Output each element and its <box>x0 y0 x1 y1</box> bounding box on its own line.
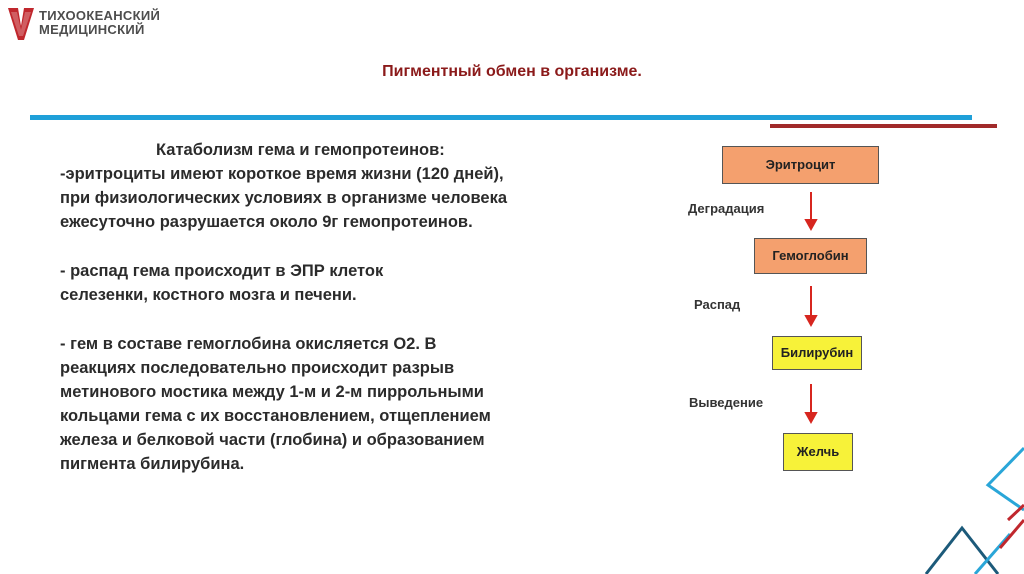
paragraph-1-line: ежесуточно разрушается около 9г гемопротеинов. <box>60 213 473 231</box>
paragraph-3-line: железа и белковой части (глобина) и образованием <box>60 431 485 449</box>
paragraph-2-line: - распад гема происходит в ЭПР клеток <box>60 262 384 280</box>
flow-box-label: Билирубин <box>780 345 854 360</box>
logo-line-1: ТИХООКЕАНСКИЙ <box>39 8 161 23</box>
step-label-breakdown: Распад <box>694 297 741 312</box>
paragraph-3-line: кольцами гема с их восстановлением, отщеплением <box>60 407 491 425</box>
flow-box-label: Гемоглобин <box>772 248 849 263</box>
content-heading: Катаболизм гема и гемопротеинов: <box>156 141 445 159</box>
flow-box-label: Желчь <box>796 444 840 459</box>
step-label-degradation: Деградация <box>688 201 765 216</box>
paragraph-3-line: - гем в составе гемоглобина окисляется О2. В <box>60 335 437 353</box>
paragraph-3-line: метинового мостика между 1-м и 2-м пиррольными <box>60 383 484 401</box>
paragraph-1-line: при физиологических условиях в организме человека <box>60 189 507 207</box>
paragraph-1-line: -эритроциты имеют короткое время жизни (120 дней), <box>60 165 504 183</box>
logo-line-2: МЕДИЦИНСКИЙ <box>39 22 145 37</box>
paragraph-2-line: селезенки, костного мозга и печени. <box>60 286 357 304</box>
flow-box-label: Эритроцит <box>765 157 836 172</box>
slide-title: Пигментный обмен в организме. <box>382 63 642 80</box>
paragraph-3-line: пигмента билирубина. <box>60 455 245 473</box>
paragraph-3-line: реакциях последовательно происходит разрыв <box>60 359 455 377</box>
step-label-excretion: Выведение <box>689 395 764 410</box>
